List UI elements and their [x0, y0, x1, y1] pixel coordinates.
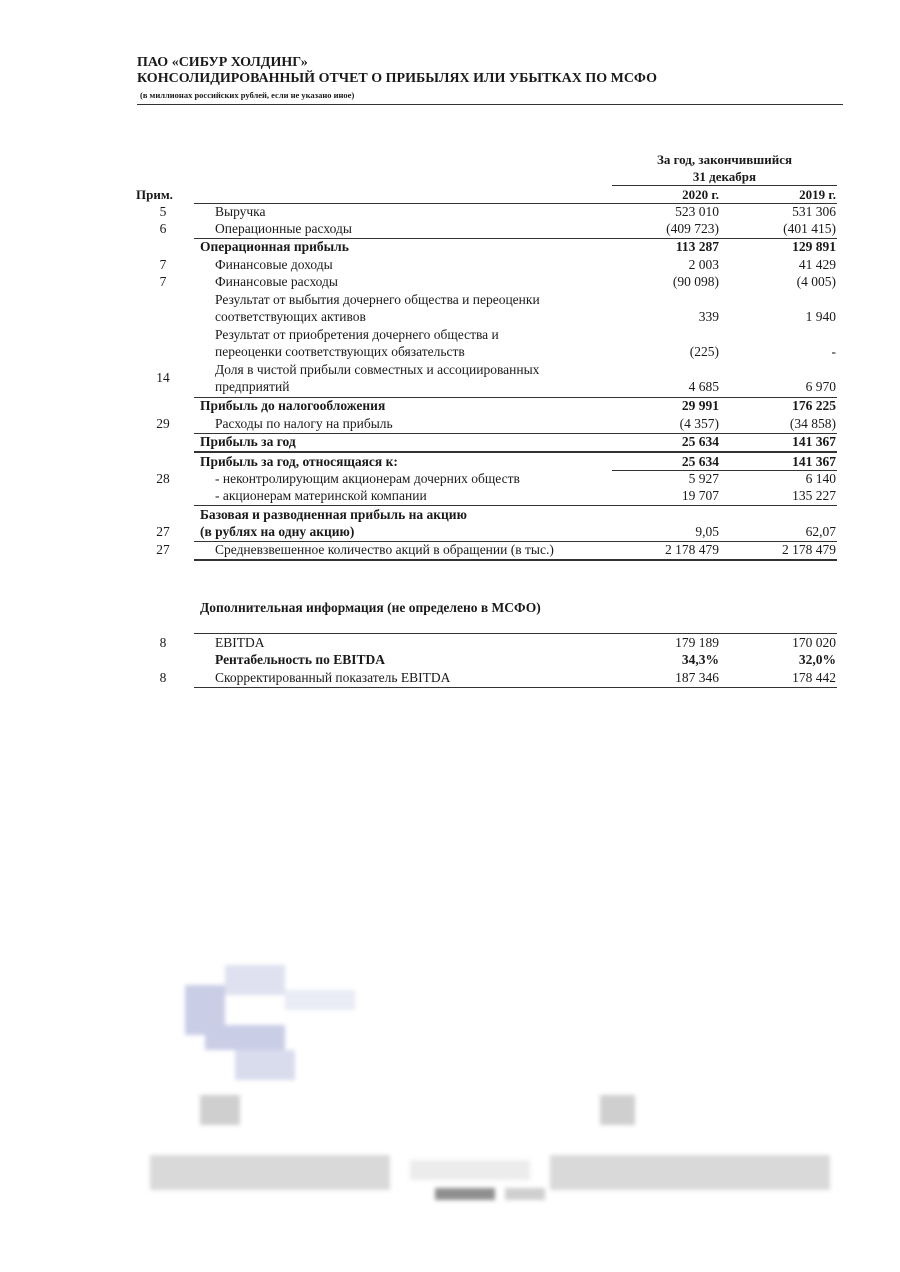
- row-note: 28: [156, 471, 170, 486]
- company-name: ПАО «СИБУР ХОЛДИНГ»: [137, 55, 308, 70]
- row-label: Финансовые доходы: [215, 257, 333, 272]
- row-value-2020: 179 189: [675, 635, 719, 650]
- row-value-2020: 2 003: [688, 257, 719, 272]
- row-value-2020: (90 098): [672, 274, 719, 289]
- row-label: Доля в чистой прибыли совместных и ассоциированных: [215, 362, 540, 377]
- row-value-2019: 41 429: [798, 257, 836, 272]
- row-note: 29: [156, 416, 170, 431]
- row-value-2020: 2 178 479: [665, 542, 719, 557]
- additional-info-title: Дополнительная информация (не определено в МСФО): [200, 600, 541, 615]
- row-value-2020: 187 346: [675, 670, 719, 685]
- table-header-divider: [194, 203, 837, 204]
- row-label-line2: соответствующих активов: [215, 309, 366, 324]
- period-heading-line2: 31 декабря: [692, 169, 757, 184]
- column-2020-header: 2020 г.: [682, 187, 719, 202]
- additional-top-rule: [194, 633, 837, 634]
- row-value-2019: 129 891: [792, 239, 836, 254]
- row-value-2019: (34 858): [789, 416, 836, 431]
- row-note: 27: [156, 524, 170, 539]
- row-label: Рентабельность по EBITDA: [215, 652, 385, 667]
- row-value-2019: 170 020: [792, 635, 836, 650]
- row-value-2020: 523 010: [675, 204, 719, 219]
- row-note: 7: [159, 257, 167, 272]
- period-underline: [612, 185, 837, 186]
- row-value-2020: 4 685: [688, 379, 719, 394]
- row-value-2019: 32,0%: [798, 652, 836, 667]
- redacted-signature-area: [130, 930, 850, 1210]
- row-label-line2: переоценки соответствующих обязательств: [215, 344, 465, 359]
- period-heading-line1: За год, закончившийся: [656, 152, 793, 167]
- row-label: Выручка: [215, 204, 266, 219]
- row-label: Операционная прибыль: [200, 239, 349, 254]
- row-label: Прибыль до налогообложения: [200, 398, 386, 413]
- row-value-2020: (4 357): [679, 416, 719, 431]
- row-value-2019: 178 442: [792, 670, 836, 685]
- row-value-2020: 25 634: [681, 454, 719, 469]
- additional-bottom-rule: [194, 687, 837, 688]
- row-note: 5: [159, 204, 167, 219]
- header-divider: [137, 104, 843, 105]
- row-label: Прибыль за год: [200, 434, 296, 449]
- row-value-2019: 141 367: [792, 454, 836, 469]
- row-value-2019: 6 970: [805, 379, 836, 394]
- row-value-2020: 29 991: [681, 398, 719, 413]
- row-note: 8: [159, 670, 167, 685]
- row-value-2019: 531 306: [792, 204, 836, 219]
- row-value-2019: (4 005): [796, 274, 836, 289]
- row-value-2019: 135 227: [792, 488, 836, 503]
- double-divider: [194, 451, 837, 453]
- row-note: 7: [159, 274, 167, 289]
- row-value-2019: 141 367: [792, 434, 836, 449]
- row-value-2020: (225): [689, 344, 719, 359]
- row-label: Прибыль за год, относящаяся к:: [200, 454, 398, 469]
- row-label: - акционерам материнской компании: [215, 488, 427, 503]
- row-note: 8: [159, 635, 167, 650]
- row-note: 14: [156, 370, 170, 385]
- row-divider: [612, 470, 837, 471]
- row-value-2019: (401 415): [783, 221, 836, 236]
- row-label: EBITDA: [215, 635, 265, 650]
- row-value-2019: 176 225: [792, 398, 836, 413]
- row-value-2019: 1 940: [805, 309, 836, 324]
- note-column-header: Прим.: [136, 187, 173, 202]
- row-label: Базовая и разводненная прибыль на акцию: [200, 507, 467, 522]
- table-bottom-rule: [194, 559, 837, 561]
- row-value-2020: (409 723): [666, 221, 719, 236]
- report-subtitle: (в миллионах российских рублей, если не указано иное): [140, 90, 355, 100]
- row-label: Операционные расходы: [215, 221, 352, 236]
- row-note: 6: [159, 221, 167, 236]
- row-label: Результат от выбытия дочернего общества и переоценки: [215, 292, 540, 307]
- row-value-2020: 113 287: [675, 239, 719, 254]
- row-value-2020: 19 707: [681, 488, 719, 503]
- row-note: 27: [156, 542, 170, 557]
- row-label-line2: (в рублях на одну акцию): [200, 524, 355, 539]
- row-value-2020: 34,3%: [681, 652, 719, 667]
- row-label: Скорректированный показатель EBITDA: [215, 670, 451, 685]
- row-label: Расходы по налогу на прибыль: [215, 416, 393, 431]
- row-label: Средневзвешенное количество акций в обращении (в тыс.): [215, 542, 554, 557]
- report-title: КОНСОЛИДИРОВАННЫЙ ОТЧЕТ О ПРИБЫЛЯХ ИЛИ УБЫТКАХ ПО МСФО: [137, 71, 658, 86]
- column-2019-header: 2019 г.: [799, 187, 836, 202]
- row-label: - неконтролирующим акционерам дочерних обществ: [215, 471, 520, 486]
- row-label: Финансовые расходы: [215, 274, 338, 289]
- row-divider: [194, 505, 837, 506]
- row-value-2020: 339: [698, 309, 719, 324]
- row-value-2019: 6 140: [805, 471, 836, 486]
- row-value-2019: 62,07: [805, 524, 836, 539]
- row-value-2020: 9,05: [695, 524, 719, 539]
- row-label: Результат от приобретения дочернего общества и: [215, 327, 499, 342]
- row-label-line2: предприятий: [215, 379, 290, 394]
- row-value-2019: 2 178 479: [782, 542, 836, 557]
- row-value-2020: 5 927: [688, 471, 719, 486]
- row-value-2020: 25 634: [681, 434, 719, 449]
- row-value-2019: -: [831, 344, 836, 359]
